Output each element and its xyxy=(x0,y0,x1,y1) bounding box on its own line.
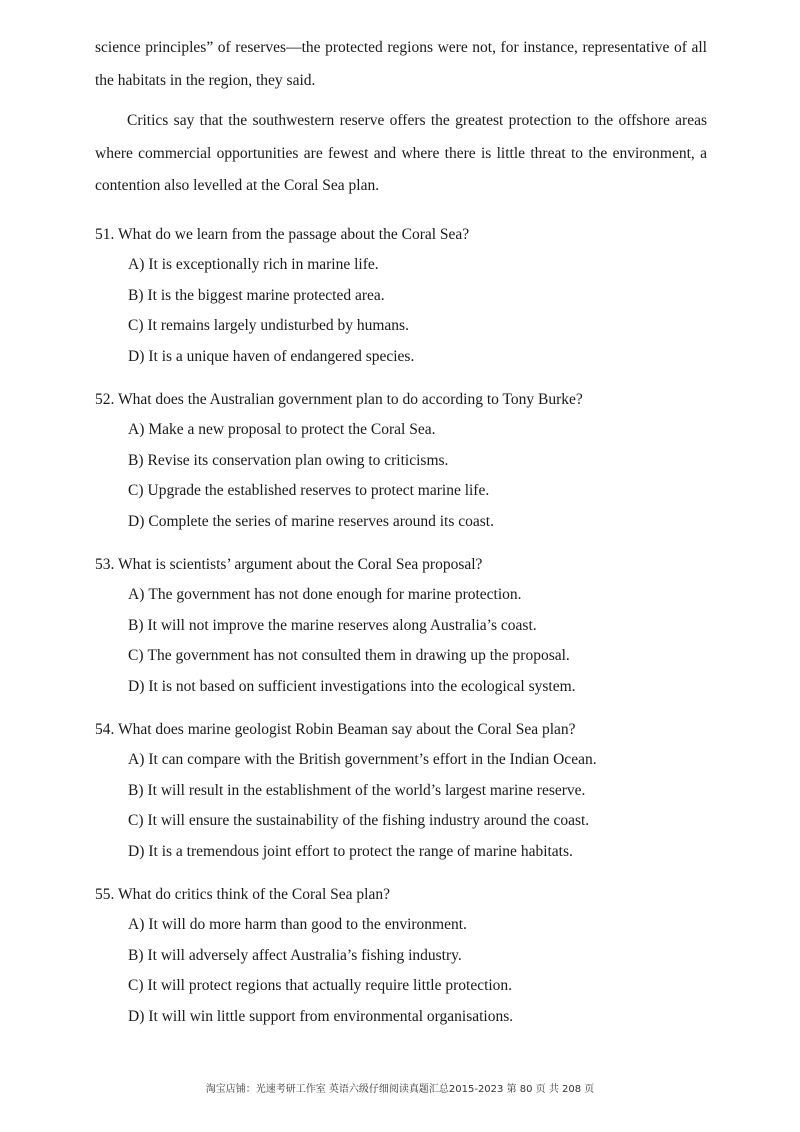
option-text: Complete the series of marine reserves around its coast. xyxy=(148,512,494,530)
option-letter: D) xyxy=(128,1007,145,1025)
option-d xyxy=(128,1007,735,1027)
option-text: Make a new proposal to protect the Coral Sea. xyxy=(148,421,436,439)
option-c xyxy=(128,316,735,336)
option-a xyxy=(128,915,735,935)
option-text: It is exceptionally rich in marine life. xyxy=(148,256,379,274)
option-letter: C) xyxy=(128,647,144,665)
option-letter: A) xyxy=(128,256,145,274)
option-list xyxy=(95,585,735,696)
option-d xyxy=(128,347,735,367)
question-55 xyxy=(95,885,735,1027)
option-a xyxy=(128,255,735,275)
option-a xyxy=(128,750,735,770)
option-b xyxy=(128,781,735,801)
option-text: The government has not done enough for marine protection. xyxy=(148,586,522,604)
option-a xyxy=(128,420,735,440)
option-letter: D) xyxy=(128,347,145,365)
option-text: It is not based on sufficient investigations into the ecological system. xyxy=(148,677,576,695)
option-letter: C) xyxy=(128,317,144,335)
option-text: Revise its conservation plan owing to criticisms. xyxy=(147,451,449,469)
option-letter: D) xyxy=(128,512,145,530)
option-b xyxy=(128,946,735,966)
option-c xyxy=(128,811,735,831)
option-text: It is the biggest marine protected area. xyxy=(147,286,385,304)
option-c xyxy=(128,646,735,666)
question-stem: 52. What does the Australian government plan to do according to Tony Burke? xyxy=(95,391,583,408)
option-letter: D) xyxy=(128,677,145,695)
option-text: It will protect regions that actually require little protection. xyxy=(147,977,513,995)
option-text: It will ensure the sustainability of the fishing industry around the coast. xyxy=(147,812,590,830)
passage-paragraph: Critics say that the southwestern reserve offers the greatest protection to the offshore areas where commercial opportunities are fewest and where there is little threat to the environment, a contention also levelled at the Coral Sea plan. xyxy=(95,112,707,194)
option-d xyxy=(128,842,735,862)
option-letter: C) xyxy=(128,977,144,995)
question-stem: 54. What does marine geologist Robin Beaman say about the Coral Sea plan? xyxy=(95,721,576,738)
option-letter: A) xyxy=(128,586,145,604)
question-52 xyxy=(95,390,735,532)
option-text: It is a unique haven of endangered species. xyxy=(148,347,415,365)
option-letter: B) xyxy=(128,946,144,964)
option-letter: B) xyxy=(128,616,144,634)
option-d xyxy=(128,677,735,697)
option-text: It can compare with the British government’s effort in the Indian Ocean. xyxy=(148,751,597,769)
option-c xyxy=(128,976,735,996)
option-list xyxy=(95,750,735,861)
option-text: It is a tremendous joint effort to protect the range of marine habitats. xyxy=(148,842,573,860)
question-stem: 53. What is scientists’ argument about the Coral Sea proposal? xyxy=(95,556,483,573)
option-letter: A) xyxy=(128,751,145,769)
option-text: The government has not consulted them in drawing up the proposal. xyxy=(147,647,570,665)
option-letter: C) xyxy=(128,482,144,500)
option-d xyxy=(128,512,735,532)
question-54 xyxy=(95,720,735,862)
option-text: Upgrade the established reserves to protect marine life. xyxy=(147,482,490,500)
option-list xyxy=(95,420,735,531)
option-text: It will win little support from environmental organisations. xyxy=(148,1007,514,1025)
question-53 xyxy=(95,555,735,697)
option-letter: C) xyxy=(128,812,144,830)
question-stem: 51. What do we learn from the passage about the Coral Sea? xyxy=(95,226,470,243)
option-letter: B) xyxy=(128,286,144,304)
option-b xyxy=(128,286,735,306)
option-b xyxy=(128,616,735,636)
option-list xyxy=(95,915,735,1026)
option-text: It will do more harm than good to the environment. xyxy=(148,916,467,934)
page-footer: 淘宝店铺：光速考研工作室 英语六级仔细阅读真题汇总2015-2023 第 80 页 共 208 页 xyxy=(205,1084,595,1095)
option-a xyxy=(128,585,735,605)
option-list xyxy=(95,255,735,366)
option-letter: B) xyxy=(128,451,144,469)
option-b xyxy=(128,451,735,471)
question-51 xyxy=(95,225,735,367)
option-letter: A) xyxy=(128,421,145,439)
question-stem: 55. What do critics think of the Coral Sea plan? xyxy=(95,886,390,903)
option-text: It will not improve the marine reserves along Australia’s coast. xyxy=(147,616,537,634)
option-text: It will result in the establishment of the world’s largest marine reserve. xyxy=(147,781,586,799)
option-text: It remains largely undisturbed by humans. xyxy=(147,317,409,335)
option-text: It will adversely affect Australia’s fishing industry. xyxy=(147,946,462,964)
option-letter: D) xyxy=(128,842,145,860)
passage-paragraph: science principles” of reserves—the protected regions were not, for instance, representative of all the habitats in the region, they said. xyxy=(95,39,707,89)
option-letter: A) xyxy=(128,916,145,934)
option-letter: B) xyxy=(128,781,144,799)
option-c xyxy=(128,481,735,501)
